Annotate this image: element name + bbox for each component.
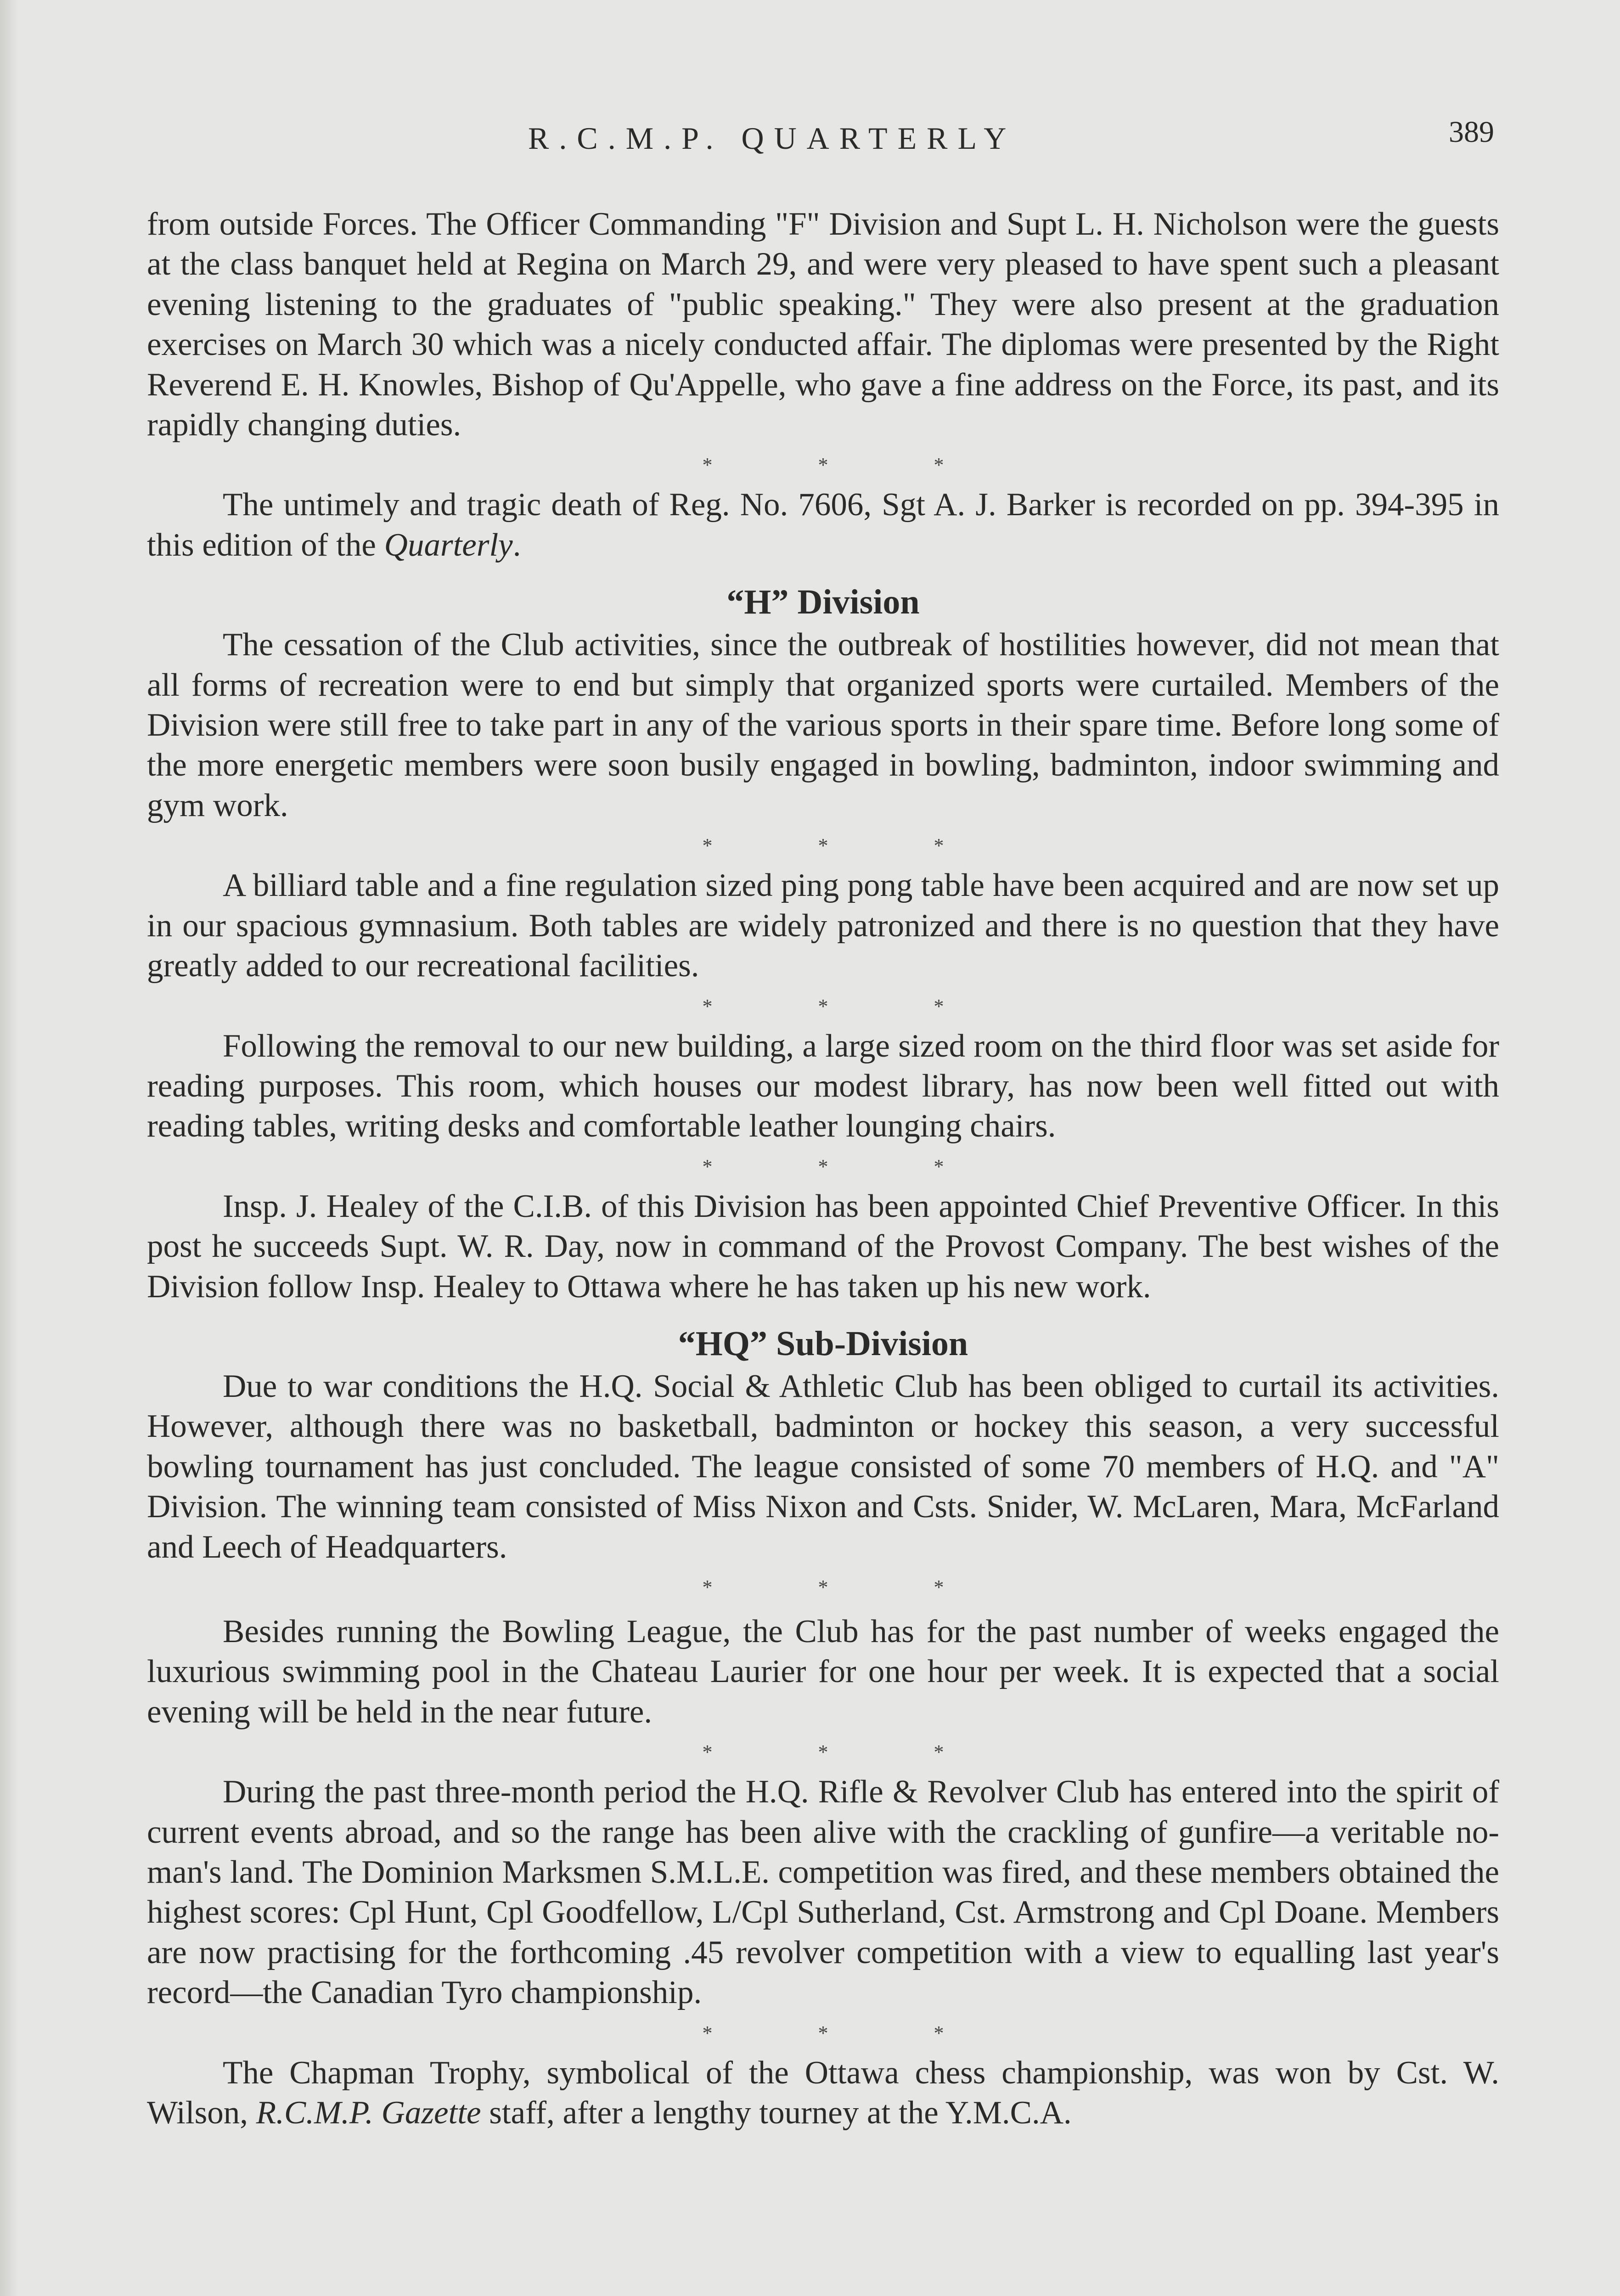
section-separator — [147, 1147, 1499, 1187]
publication-title: Quarterly — [384, 527, 513, 563]
article-body — [147, 204, 1499, 2133]
page-edge-shadow — [0, 0, 18, 2296]
separator-star: * — [934, 834, 944, 857]
separator-star: * — [702, 1155, 713, 1178]
separator-star: * — [818, 1741, 828, 1764]
separator-star: * — [818, 995, 828, 1018]
separator-star: * — [934, 1155, 944, 1178]
separator-star: * — [702, 454, 713, 477]
spacer — [147, 1607, 1499, 1612]
paragraph: The Chapman Trophy, symbolical of the Ottawa chess championship, was won by Cst. W. Wilson, R.C.M.P. Gazette staff, after a lengthy tourney at the Y.M.C.A. — [147, 2054, 1499, 2131]
separator-star: * — [934, 1576, 944, 1598]
separator-star: * — [934, 454, 944, 477]
separator-star: * — [934, 1741, 944, 1764]
separator-star: * — [818, 454, 828, 477]
section-heading-h-division: “H” Division — [726, 583, 920, 622]
separator-star: * — [934, 2021, 944, 2044]
paragraph: The untimely and tragic death of Reg. No. 7606, Sgt A. J. Barker is recorded on pp. 394-395 in this edition of the Quarterly. — [147, 487, 1499, 563]
section-separator — [147, 826, 1499, 866]
separator-star: * — [702, 2021, 713, 2044]
section-separator — [147, 986, 1499, 1026]
paragraph: During the past three-month period the H.Q. Rifle & Revolver Club has entered into the spirit of current events abroad, and so the range has been alive with the crackling of gunfire—a veritable no-man's land. The Dominion Marksmen S.M.L.E. competition was fired, and these members obtained the highest scores: Cpl Hunt, Cpl Goodfellow, L/Cpl Sutherland, Cst. Armstrong and Cpl Doane. Members are now practising for the forthcoming .45 revolver competition with a view to equalling last year's record—the Canadian Tyro championship. — [147, 1774, 1499, 2011]
section-heading-hq-subdivision: “HQ” Sub-Division — [678, 1324, 968, 1363]
paragraph: The cessation of the Club activities, since the outbreak of hostilities however, did not mean that all forms of recreation were to end but simply that organized sports were curtailed. Members of the Division were still free to take part in any of the various sports in their spare time. Before long some of the more energetic members were soon busily engaged in bowling, badminton, indoor swimming and gym work. — [147, 627, 1499, 823]
paragraph: Following the removal to our new building, a large sized room on the third floor was set aside for reading purposes. This room, which houses our modest library, has now been well fitted out with reading tables, writing desks and comfortable leather lounging chairs. — [147, 1028, 1499, 1144]
paragraph: from outside Forces. The Officer Commanding "F" Division and Supt L. H. Nicholson were the guests at the class banquet held at Regina on March 29, and were very pleased to have spent such a pleasant evening listening to the graduates of "public speaking." They were also present at the graduation exercises on March 30 which was a nicely conducted affair. The diplomas were presented by the Right Reverend E. H. Knowles, Bishop of Qu'Appelle, who gave a fine address on the Force, its past, and its rapidly changing duties. — [147, 206, 1499, 443]
separator-star: * — [702, 1576, 713, 1598]
paragraph: Besides running the Bowling League, the Club has for the past number of weeks engaged the luxurious swimming pool in the Chateau Laurier for one hour per week. It is expected that a social evening will be held in the near future. — [147, 1613, 1499, 1730]
section-separator — [147, 445, 1499, 485]
section-separator — [147, 1567, 1499, 1607]
separator-star: * — [934, 995, 944, 1018]
separator-star: * — [702, 1741, 713, 1764]
paragraph: Due to war conditions the H.Q. Social & Athletic Club has been obliged to curtail its activities. However, although there was no basketball, badminton or hockey this season, a very successful bowling tournament has just concluded. The league consisted of some 70 members of H.Q. and "A" Division. The winning team consisted of Miss Nixon and Csts. Snider, W. McLaren, Mara, McFarland and Leech of Headquarters. — [147, 1368, 1499, 1565]
publication-title: R.C.M.P. Gazette — [256, 2095, 481, 2131]
paragraph: A billiard table and a fine regulation sized ping pong table have been acquired and are now set up in our spacious gymnasium. Both tables are widely patronized and there is no question that they have greatly added to our recreational facilities. — [147, 867, 1499, 984]
separator-star: * — [818, 1155, 828, 1178]
separator-star: * — [818, 1576, 828, 1598]
paragraph: Insp. J. Healey of the C.I.B. of this Division has been appointed Chief Preventive Officer. In this post he succeeds Supt. W. R. Day, now in command of the Provost Company. The best wishes of the Division follow Insp. Healey to Ottawa where he has taken up his new work. — [147, 1188, 1499, 1305]
separator-star: * — [818, 2021, 828, 2044]
separator-star: * — [702, 834, 713, 857]
separator-star: * — [702, 995, 713, 1018]
section-separator — [147, 2013, 1499, 2053]
separator-star: * — [818, 834, 828, 857]
page-number: 389 — [1449, 115, 1494, 149]
running-title: R.C.M.P. QUARTERLY — [528, 121, 1017, 156]
section-separator — [147, 1732, 1499, 1772]
